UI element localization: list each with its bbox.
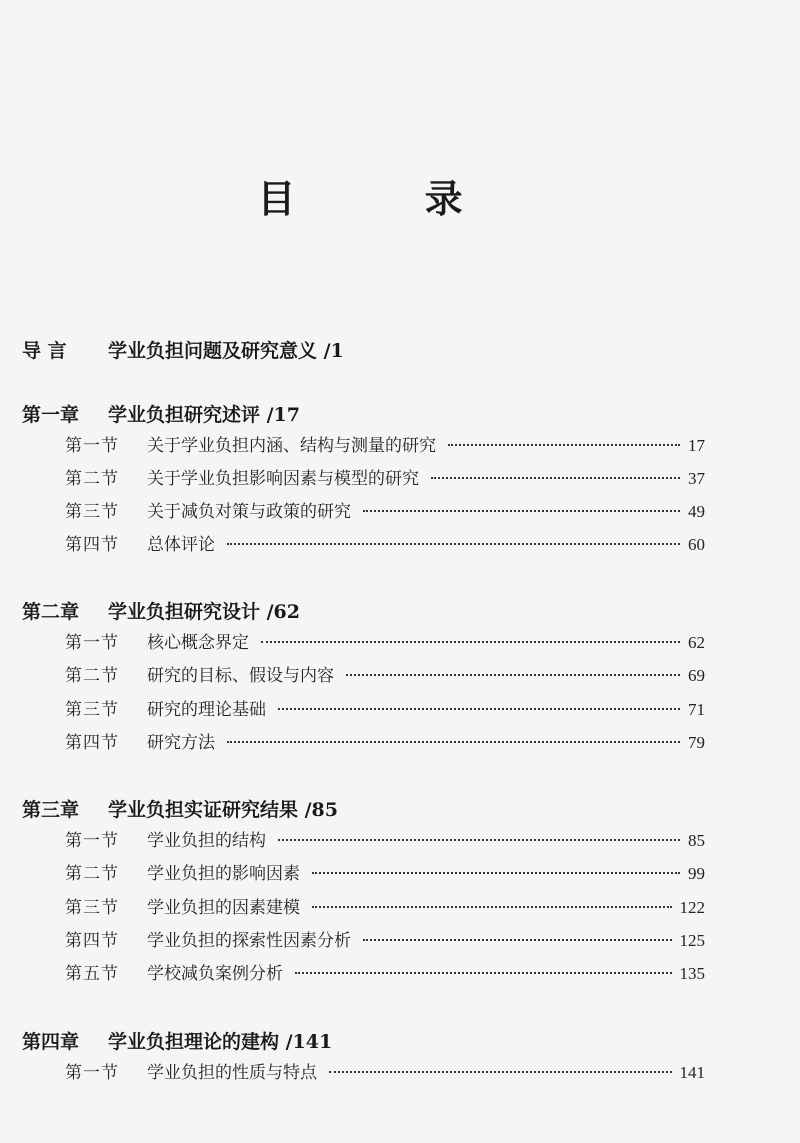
section-title: 学业负担的探索性因素分析 <box>147 931 351 951</box>
section-label: 第一节 <box>65 1063 119 1083</box>
section-title: 研究方法 <box>147 733 215 753</box>
toc-entry <box>65 431 705 457</box>
dot-leader <box>329 1070 672 1073</box>
section-title: 关于减负对策与政策的研究 <box>147 502 351 522</box>
chapter-label: 第四章 <box>22 1031 80 1053</box>
chapter-title: 学业负担问题及研究意义 /1 <box>108 340 344 362</box>
section-title: 总体评论 <box>147 535 215 555</box>
section-label: 第一节 <box>65 633 119 653</box>
chapter-label: 导 言 <box>22 340 67 362</box>
toc-entry <box>65 926 705 952</box>
page-number: 79 <box>688 733 705 752</box>
dot-leader <box>295 971 672 974</box>
page-number: 69 <box>688 666 705 685</box>
section-title: 研究的目标、假设与内容 <box>147 666 334 686</box>
dot-leader <box>346 673 680 676</box>
chapter-title: 学业负担理论的建构 /141 <box>108 1031 333 1053</box>
section-label: 第三节 <box>65 700 119 720</box>
toc-entry <box>65 893 705 919</box>
section-label: 第四节 <box>65 931 119 951</box>
section-title: 学业负担的影响因素 <box>147 864 300 884</box>
chapter-heading-2 <box>22 597 300 624</box>
toc-entry <box>65 695 705 721</box>
page-number: 62 <box>688 633 705 652</box>
toc-title: 目 录 <box>257 176 521 221</box>
page-number: 125 <box>679 931 705 950</box>
chapter-heading-1 <box>22 400 300 427</box>
chapter-heading-3 <box>22 795 338 822</box>
section-title: 学业负担的因素建模 <box>147 898 300 918</box>
chapter-title: 学业负担实证研究结果 /85 <box>108 799 338 821</box>
section-label: 第三节 <box>65 898 119 918</box>
dot-leader <box>227 740 680 743</box>
dot-leader <box>278 707 680 710</box>
section-title: 核心概念界定 <box>147 633 249 653</box>
toc-entry <box>65 859 705 885</box>
dot-leader <box>278 838 680 841</box>
dot-leader <box>431 476 680 479</box>
toc-entry <box>65 464 705 490</box>
toc-entry <box>65 530 705 556</box>
toc-entry <box>65 661 705 687</box>
chapter-title: 学业负担研究设计 /62 <box>108 601 300 623</box>
section-label: 第二节 <box>65 864 119 884</box>
dot-leader <box>261 640 680 643</box>
chapter-label: 第一章 <box>22 404 80 426</box>
section-title: 学校减负案例分析 <box>147 964 283 984</box>
page-number: 141 <box>679 1063 705 1082</box>
page-number: 49 <box>688 502 705 521</box>
chapter-label: 第三章 <box>22 799 80 821</box>
toc-entry <box>65 959 705 985</box>
section-label: 第四节 <box>65 733 119 753</box>
toc-entry <box>65 728 705 754</box>
page-number: 135 <box>679 964 705 983</box>
dot-leader <box>312 905 672 908</box>
section-label: 第三节 <box>65 502 119 522</box>
section-label: 第五节 <box>65 964 119 984</box>
toc-entry <box>65 628 705 654</box>
section-label: 第二节 <box>65 666 119 686</box>
toc-entry <box>65 1058 705 1084</box>
toc-entry <box>65 826 705 852</box>
page-number: 99 <box>688 864 705 883</box>
chapter-heading-intro <box>22 336 344 363</box>
section-label: 第四节 <box>65 535 119 555</box>
section-label: 第一节 <box>65 831 119 851</box>
page-number: 122 <box>679 898 705 917</box>
section-title: 关于学业负担内涵、结构与测量的研究 <box>147 436 436 456</box>
dot-leader <box>227 542 680 545</box>
section-title: 研究的理论基础 <box>147 700 266 720</box>
section-title: 学业负担的性质与特点 <box>147 1063 317 1083</box>
page-number: 60 <box>688 535 705 554</box>
chapter-label: 第二章 <box>22 601 80 623</box>
dot-leader <box>363 509 680 512</box>
dot-leader <box>312 871 680 874</box>
chapter-heading-4 <box>22 1027 332 1054</box>
dot-leader <box>363 938 672 941</box>
section-label: 第二节 <box>65 469 119 489</box>
toc-entry <box>65 497 705 523</box>
dot-leader <box>448 443 680 446</box>
section-title: 学业负担的结构 <box>147 831 266 851</box>
page-number: 71 <box>688 700 705 719</box>
page-number: 37 <box>688 469 705 488</box>
section-label: 第一节 <box>65 436 119 456</box>
section-title: 关于学业负担影响因素与模型的研究 <box>147 469 419 489</box>
chapter-title: 学业负担研究述评 /17 <box>108 404 300 426</box>
page-number: 85 <box>688 831 705 850</box>
page-number: 17 <box>688 436 705 455</box>
